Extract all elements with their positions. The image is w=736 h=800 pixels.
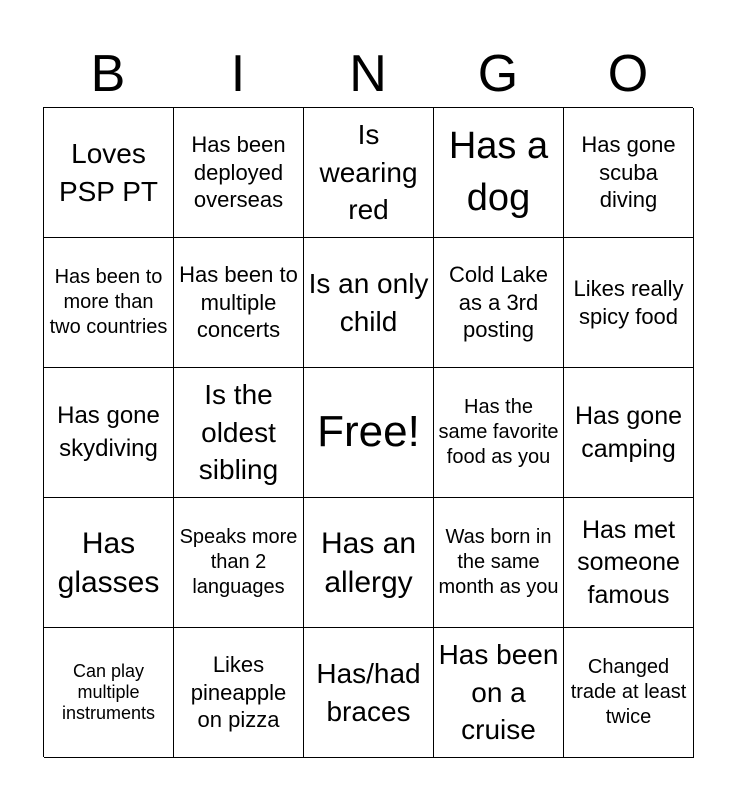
header-letter-b: B — [90, 45, 126, 103]
bingo-cell[interactable] — [174, 628, 304, 758]
cell-text: Cold Lake as a 3rd posting — [448, 262, 549, 343]
bingo-cell[interactable] — [564, 238, 694, 368]
bingo-cell[interactable] — [434, 108, 564, 238]
cell-text: Was born in the same month as you — [438, 526, 559, 598]
cell-text: Has been deployed overseas — [191, 132, 286, 213]
header-letter-n: N — [349, 45, 387, 103]
bingo-cell[interactable] — [174, 108, 304, 238]
bingo-cell[interactable] — [44, 368, 174, 498]
bingo-cell[interactable] — [434, 628, 564, 758]
cell-text: Free! — [317, 407, 420, 457]
bingo-cell[interactable] — [304, 628, 434, 758]
cell-text: Loves PSP PT — [58, 137, 159, 207]
cell-text: Can play multiple instruments — [61, 660, 156, 724]
bingo-cell[interactable] — [304, 108, 434, 238]
bingo-cell[interactable] — [174, 368, 304, 498]
bingo-cell[interactable] — [304, 498, 434, 628]
bingo-cell[interactable] — [44, 628, 174, 758]
cell-text: Has a dog — [448, 125, 549, 219]
bingo-cell[interactable] — [44, 108, 174, 238]
bingo-cell[interactable] — [44, 238, 174, 368]
cell-text: Has been to multiple concerts — [179, 262, 298, 343]
cell-text: Has gone skydiving — [57, 402, 160, 462]
cell-text: Has an allergy — [320, 526, 417, 599]
bingo-cell[interactable] — [564, 108, 694, 238]
cell-text: Likes really spicy food — [573, 276, 684, 329]
header-letter-o: O — [607, 45, 649, 103]
cell-text: Changed trade at least twice — [570, 656, 687, 728]
cell-text: Is an only child — [308, 267, 429, 337]
bingo-cell free-space[interactable] — [304, 368, 434, 498]
bingo-cell[interactable] — [564, 628, 694, 758]
bingo-cell[interactable] — [564, 498, 694, 628]
bingo-card-grid — [43, 107, 693, 757]
bingo-cell[interactable] — [44, 498, 174, 628]
bingo-cell[interactable] — [304, 238, 434, 368]
bingo-cell[interactable] — [174, 498, 304, 628]
cell-text: Speaks more than 2 languages — [179, 526, 298, 598]
bingo-cell[interactable] — [434, 368, 564, 498]
cell-text: Has been to more than two countries — [49, 266, 168, 338]
cell-text: Likes pineapple on pizza — [190, 652, 287, 733]
bingo-cell[interactable] — [434, 238, 564, 368]
cell-text: Has glasses — [57, 526, 160, 599]
cell-text: Has gone camping — [574, 402, 683, 463]
cell-text: Is wearing red — [319, 118, 418, 226]
cell-text: Has the same favorite food as you — [438, 396, 559, 468]
bingo-cell[interactable] — [564, 368, 694, 498]
bingo-cell[interactable] — [434, 498, 564, 628]
cell-text: Has gone scuba diving — [581, 132, 676, 213]
bingo-cell[interactable] — [174, 238, 304, 368]
cell-text: Has met someone famous — [577, 515, 680, 609]
header-letter-g: G — [477, 45, 519, 103]
cell-text: Is the oldest sibling — [198, 378, 279, 486]
cell-text: Has/had braces — [316, 657, 421, 727]
header-letter-i: I — [230, 45, 246, 103]
bingo-header — [43, 42, 693, 106]
cell-text: Has been on a cruise — [438, 638, 559, 746]
